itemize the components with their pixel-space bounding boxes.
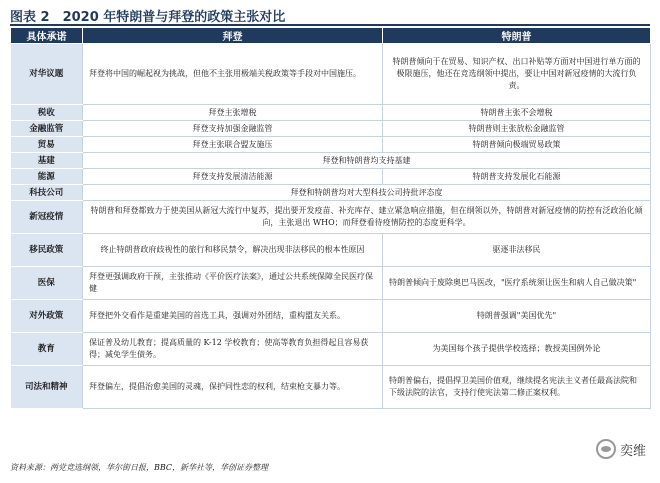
table-row: [11, 121, 651, 137]
row-category: 税收: [11, 105, 83, 121]
source-note: 资料来源：两党竞选纲领，华尔街日报，BBC，新华社等，华创证券整理: [10, 463, 269, 472]
trump-cell: 特朗普倾向于废除奥巴马医改，"医疗系统须让医生和病人自己做决策": [383, 267, 651, 300]
biden-cell: 拜登偏左，提倡治愈美国的灵魂，保护同性恋的权利，结束枪支暴力等。: [83, 366, 383, 409]
row-category: 金融监管: [11, 121, 83, 137]
trump-cell: 特朗普则主张放松金融监管: [383, 121, 651, 137]
trump-cell: 特朗普倾向极端贸易政策: [383, 137, 651, 153]
row-category: 新冠疫情: [11, 201, 83, 234]
biden-cell: 拜登更强调政府干预，主张推动《平价医疗法案》，通过公共系统保障全民医疗保健: [83, 267, 383, 300]
merged-cell: 拜登和特朗普均支持基建: [83, 153, 651, 169]
merged-cell: 拜登和特朗普均对大型科技公司持批评态度: [83, 185, 651, 201]
table-row: [11, 300, 651, 333]
biden-cell: 终止特朗普政府歧视性的旅行和移民禁令，解决出现非法移民的根本性原因: [83, 234, 383, 267]
watermark: [596, 439, 646, 459]
row-category: 科技公司: [11, 185, 83, 201]
trump-cell: 特朗普主张不会增税: [383, 105, 651, 121]
header-biden: 拜登: [83, 28, 383, 44]
biden-cell: 拜登把外交看作是重建美国的首选工具，强调对外团结，重构盟友关系。: [83, 300, 383, 333]
row-category: 教育: [11, 333, 83, 366]
table-row: [11, 153, 651, 169]
biden-cell: 拜登支持发展清洁能源: [83, 169, 383, 185]
header-trump: 特朗普: [383, 28, 651, 44]
table-row: [11, 105, 651, 121]
trump-cell: 特朗普偏右，提倡捍卫美国价值观，继续提名宪法主义者任最高法院和下级法院的法官，支持行使宪法第二修正案权利。: [383, 366, 651, 409]
trump-cell: 驱逐非法移民: [383, 234, 651, 267]
table-row: [11, 333, 651, 366]
row-category: 司法和精神: [11, 366, 83, 409]
table-row: [11, 267, 651, 300]
row-category: 基建: [11, 153, 83, 169]
table-row: [11, 169, 651, 185]
title-rule: [10, 24, 650, 26]
trump-cell: 特朗普强调"美国优先": [383, 300, 651, 333]
merged-cell: 特朗普和拜登都致力于使美国从新冠大流行中复苏，提出要开发疫苗、补充库存、建立紧急响应措施，但在纲领以外，特朗普对新冠疫情的防控有泛政治化倾向，主张退出 WHO；而拜登看待疫情防控的态度更科学。: [83, 201, 651, 234]
table-row: [11, 234, 651, 267]
figure-title: 图表 2 2020 年特朗普与拜登的政策主张对比: [10, 10, 286, 25]
trump-cell: 为美国每个孩子提供学校选择；教授美国例外论: [383, 333, 651, 366]
row-category: 贸易: [11, 137, 83, 153]
biden-cell: 拜登支持加强金融监管: [83, 121, 383, 137]
row-category: 移民政策: [11, 234, 83, 267]
table-header-row: [11, 28, 651, 44]
table-row: [11, 44, 651, 105]
table-row: [11, 201, 651, 234]
row-category: 医保: [11, 267, 83, 300]
biden-cell: 拜登主张联合盟友施压: [83, 137, 383, 153]
header-category: 具体承诺: [11, 28, 83, 44]
table-row: [11, 366, 651, 409]
row-category: 对外政策: [11, 300, 83, 333]
biden-cell: 拜登将中国的崛起视为挑战，但他不主张用极端关税政策等手段对中国施压。: [83, 44, 383, 105]
trump-cell: 特朗普倾向于在贸易、知识产权、出口补贴等方面对中国进行单方面的极限施压，他还在竞选纲领中提出，要让中国对新冠疫情的大流行负责。: [383, 44, 651, 105]
watermark-text: 奕维: [619, 443, 646, 459]
table-row: [11, 185, 651, 201]
table-row: [11, 137, 651, 153]
biden-cell: 保证普及幼儿教育；提高质量的 K-12 学校教育；使高等教育负担得起且容易获得；减免学生债务。: [83, 333, 383, 366]
policy-comparison-table: [10, 27, 651, 409]
trump-cell: 特朗普支持发展化石能源: [383, 169, 651, 185]
wechat-icon: [596, 439, 616, 459]
row-category: 能源: [11, 169, 83, 185]
biden-cell: 拜登主张增税: [83, 105, 383, 121]
row-category: 对华议题: [11, 44, 83, 105]
